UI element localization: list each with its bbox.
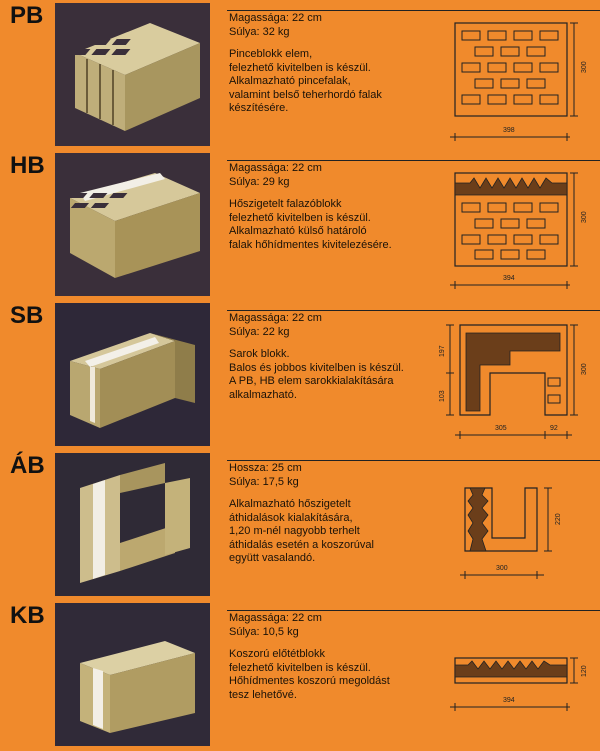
description — [229, 48, 434, 116]
spec-weight: Súlya: 29 kg — [229, 175, 290, 188]
description-line: A PB, HB elem sarokkialakítására — [229, 375, 394, 387]
product-photo — [55, 603, 210, 746]
description-line: készítésére. — [229, 102, 289, 114]
product-photo — [55, 3, 210, 146]
dim-width-a: 305 — [495, 425, 507, 432]
product-photo — [55, 153, 210, 296]
dim-width: 394 — [503, 697, 515, 704]
dim-height: 220 — [555, 513, 562, 525]
block-photo-illustration — [55, 603, 210, 746]
specs — [229, 462, 434, 489]
description-line: 1,20 m-nél nagyobb terhelt — [229, 525, 360, 537]
product-text — [229, 612, 434, 702]
description-line: Alkalmazható külső határoló — [229, 225, 367, 237]
dim-height: 300 — [581, 211, 588, 223]
dim-height: 300 — [581, 61, 588, 73]
product-code: SB — [10, 302, 44, 329]
dim-width: 394 — [503, 275, 515, 282]
product-code: ÁB — [10, 452, 45, 479]
description-line: áthidalások kialakítására, — [229, 511, 353, 524]
spec-length: Hossza: 25 cm — [229, 462, 302, 474]
description-line: Koszorú előtétblokk — [229, 648, 325, 660]
block-photo-illustration — [55, 153, 210, 296]
specs — [229, 312, 434, 339]
description-line: alkalmazható. — [229, 388, 297, 401]
dim-bottom-left: 103 — [439, 390, 446, 402]
description — [229, 348, 434, 402]
spec-weight: Súlya: 22 kg — [229, 325, 290, 338]
description-line: falak hőhídmentes kivitelezésére. — [229, 238, 392, 251]
dim-width: 300 — [496, 565, 508, 572]
description-line: Pinceblokk elem, — [229, 48, 313, 60]
product-row-ab — [0, 450, 600, 600]
description-line: áthidalás esetén a koszorúval — [229, 538, 374, 551]
product-code: HB — [10, 152, 45, 179]
dim-width: 398 — [503, 127, 515, 134]
description-line: felezhető kivitelben is készül. — [229, 661, 371, 674]
product-code: PB — [10, 2, 44, 29]
product-row-kb — [0, 600, 600, 750]
description-line: tesz lehetővé. — [229, 688, 297, 701]
description-line: Hőhídmentes koszorú megoldást — [229, 675, 390, 687]
dim-width-b: 92 — [550, 425, 558, 432]
cross-section-drawing — [440, 303, 600, 448]
product-code: KB — [10, 602, 45, 629]
product-photo — [55, 303, 210, 446]
specs — [229, 612, 434, 639]
spec-height: Magassága: 22 cm — [229, 12, 322, 24]
spec-weight: Súlya: 32 kg — [229, 25, 290, 38]
block-photo-illustration — [55, 303, 210, 446]
specs — [229, 162, 434, 189]
description-line: Balos és jobbos kivitelben is készül. — [229, 361, 404, 374]
specs — [229, 12, 434, 39]
spec-height: Magassága: 22 cm — [229, 612, 322, 624]
description-line: együtt vasalandó. — [229, 552, 316, 564]
cross-section-drawing — [440, 603, 600, 748]
description-line: Hőszigetelt falazóblokk — [229, 198, 342, 210]
product-text — [229, 12, 434, 116]
product-row-sb — [0, 300, 600, 450]
description-line: felezhető kivitelben is készül. — [229, 211, 371, 224]
spec-height: Magassága: 22 cm — [229, 162, 322, 174]
spec-height: Magassága: 22 cm — [229, 312, 322, 324]
description-line: felezhető kivitelben is készül. — [229, 61, 371, 74]
product-photo — [55, 453, 210, 596]
dim-height: 120 — [581, 665, 588, 677]
description — [229, 198, 434, 252]
product-text — [229, 162, 434, 252]
product-text — [229, 462, 434, 566]
description-line: Alkalmazható pincefalak, — [229, 75, 351, 87]
description-line: Alkalmazható hőszigetelt — [229, 498, 351, 510]
description — [229, 648, 434, 702]
description-line: valamint belső teherhordó falak — [229, 88, 382, 101]
description-line: Sarok blokk. — [229, 348, 290, 360]
product-row-pb — [0, 0, 600, 150]
block-photo-illustration — [55, 3, 210, 146]
block-photo-illustration — [55, 453, 210, 596]
description — [229, 498, 434, 566]
product-text — [229, 312, 434, 402]
product-row-hb — [0, 150, 600, 300]
dim-left: 197 — [439, 345, 446, 357]
cross-section-drawing — [440, 453, 600, 598]
dim-height: 300 — [581, 363, 588, 375]
cross-section-drawing — [440, 3, 600, 148]
cross-section-drawing — [440, 153, 600, 298]
spec-weight: Súlya: 10,5 kg — [229, 625, 299, 638]
spec-weight: Súlya: 17,5 kg — [229, 475, 299, 488]
